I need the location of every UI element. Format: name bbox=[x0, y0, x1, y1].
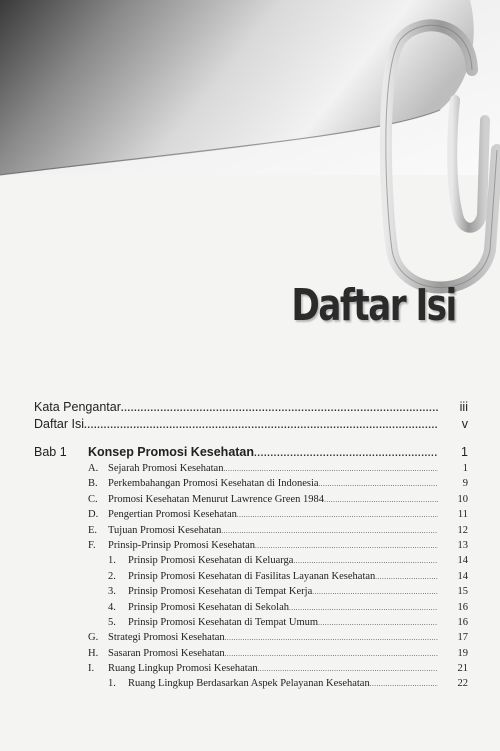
subsection-marker: 1. bbox=[108, 678, 116, 690]
toc-subsection-entry[interactable] bbox=[34, 555, 468, 570]
toc-page-number: 21 bbox=[457, 663, 468, 675]
subsection-label: Prinsip Promosi Kesehatan di Tempat Kerja bbox=[128, 586, 313, 598]
dot-leader bbox=[225, 632, 438, 643]
subsection-label: Ruang Lingkup Berdasarkan Aspek Pelayanan Kesehatan bbox=[128, 678, 370, 690]
toc-section-entry[interactable] bbox=[34, 525, 468, 540]
dot-leader bbox=[319, 478, 438, 489]
subsection-label: Prinsip Promosi Kesehatan di Tempat Umum bbox=[128, 616, 319, 628]
dot-leader bbox=[312, 586, 438, 597]
dot-leader bbox=[221, 525, 438, 536]
dot-leader bbox=[254, 445, 438, 459]
dot-leader bbox=[375, 571, 438, 582]
chapter-title: Konsep Promosi Kesehatan bbox=[88, 445, 255, 459]
dot-leader bbox=[121, 400, 438, 414]
toc-entry-label: Daftar Isi bbox=[34, 417, 85, 431]
section-marker: H. bbox=[88, 647, 99, 659]
toc-section-entry[interactable] bbox=[34, 648, 468, 663]
toc-section-entry[interactable] bbox=[34, 663, 468, 678]
toc-section-entry[interactable] bbox=[34, 509, 468, 524]
toc-subsection-entry[interactable] bbox=[34, 617, 468, 632]
toc-page-number: 22 bbox=[457, 678, 468, 690]
toc-page-number: 1 bbox=[461, 445, 468, 459]
subsection-marker: 2. bbox=[108, 570, 116, 582]
toc-page-number: 17 bbox=[457, 632, 468, 644]
subsection-marker: 5. bbox=[108, 616, 116, 628]
dot-leader bbox=[223, 463, 438, 474]
toc-page-number: v bbox=[461, 417, 468, 431]
dot-leader bbox=[293, 555, 438, 566]
dot-leader bbox=[258, 663, 438, 674]
toc-page-number: 11 bbox=[457, 509, 468, 521]
page-title: Daftar Isi bbox=[291, 280, 456, 331]
toc-entry-daftar-isi[interactable] bbox=[34, 417, 468, 434]
section-label: Strategi Promosi Kesehatan bbox=[108, 632, 225, 644]
toc-page-number: 14 bbox=[457, 570, 468, 582]
section-marker: E. bbox=[88, 524, 98, 536]
section-marker: B. bbox=[88, 478, 98, 490]
section-label: Tujuan Promosi Kesehatan bbox=[108, 524, 222, 536]
subsection-marker: 3. bbox=[108, 586, 116, 598]
toc-section-entry[interactable] bbox=[34, 463, 468, 478]
toc-page-number: 16 bbox=[457, 616, 468, 628]
section-marker: D. bbox=[88, 509, 99, 521]
toc-section-entry[interactable] bbox=[34, 632, 468, 647]
subsection-marker: 1. bbox=[108, 555, 116, 567]
dot-leader bbox=[255, 540, 438, 551]
section-marker: C. bbox=[88, 493, 98, 505]
section-marker: A. bbox=[88, 463, 99, 474]
toc-page-number: 12 bbox=[457, 524, 468, 536]
toc-page-number: 19 bbox=[457, 647, 468, 659]
dot-leader bbox=[370, 678, 438, 689]
subsection-marker: 4. bbox=[108, 601, 116, 613]
dot-leader bbox=[289, 602, 438, 613]
section-marker: F. bbox=[88, 539, 96, 551]
subsection-label: Prinsip Promosi Kesehatan di Fasilitas Layanan Kesehatan bbox=[128, 570, 376, 582]
toc-subsection-entry[interactable] bbox=[34, 602, 468, 617]
section-label: Perkembahangan Promosi Kesehatan di Indonesia bbox=[108, 478, 319, 490]
section-label: Promosi Kesehatan Menurut Lawrence Green 1984 bbox=[108, 493, 325, 505]
section-marker: G. bbox=[88, 632, 99, 644]
toc-subsection-entry[interactable] bbox=[34, 678, 468, 693]
toc-page-number: 10 bbox=[457, 493, 468, 505]
toc-chapter-entry[interactable] bbox=[34, 445, 468, 463]
dot-leader bbox=[324, 494, 438, 505]
subsection-label: Prinsip Promosi Kesehatan di Sekolah bbox=[128, 601, 289, 613]
section-label: Sasaran Promosi Kesehatan bbox=[108, 647, 225, 659]
toc-section-entry[interactable] bbox=[34, 494, 468, 509]
dot-leader bbox=[237, 509, 438, 520]
toc-section-entry[interactable] bbox=[34, 540, 468, 555]
toc-subsection-entry[interactable] bbox=[34, 586, 468, 601]
toc-entry-kata-pengantar[interactable] bbox=[34, 400, 468, 417]
toc-page-number: iii bbox=[459, 400, 468, 414]
dot-leader bbox=[84, 417, 438, 431]
chapter-number: Bab 1 bbox=[34, 445, 67, 459]
dot-leader bbox=[225, 648, 438, 659]
toc-page-number: 15 bbox=[457, 586, 468, 598]
section-label: Prinsip-Prinsip Promosi Kesehatan bbox=[108, 539, 255, 551]
toc-section-entry[interactable] bbox=[34, 478, 468, 493]
toc-page-number: 1 bbox=[462, 463, 468, 474]
section-marker: I. bbox=[88, 663, 95, 675]
toc-page-number: 14 bbox=[457, 555, 468, 567]
toc-subsection-entry[interactable] bbox=[34, 571, 468, 586]
section-label: Pengertian Promosi Kesehatan bbox=[108, 509, 237, 521]
dot-leader bbox=[318, 617, 438, 628]
toc-page-number: 16 bbox=[457, 601, 468, 613]
toc-page-number: 13 bbox=[457, 539, 468, 551]
section-label: Ruang Lingkup Promosi Kesehatan bbox=[108, 663, 258, 675]
table-of-contents bbox=[34, 400, 468, 694]
subsection-label: Prinsip Promosi Kesehatan di Keluarga bbox=[128, 555, 294, 567]
toc-entry-label: Kata Pengantar bbox=[34, 400, 121, 414]
section-label: Sejarah Promosi Kesehatan bbox=[108, 463, 224, 474]
toc-page-number: 9 bbox=[462, 478, 468, 490]
